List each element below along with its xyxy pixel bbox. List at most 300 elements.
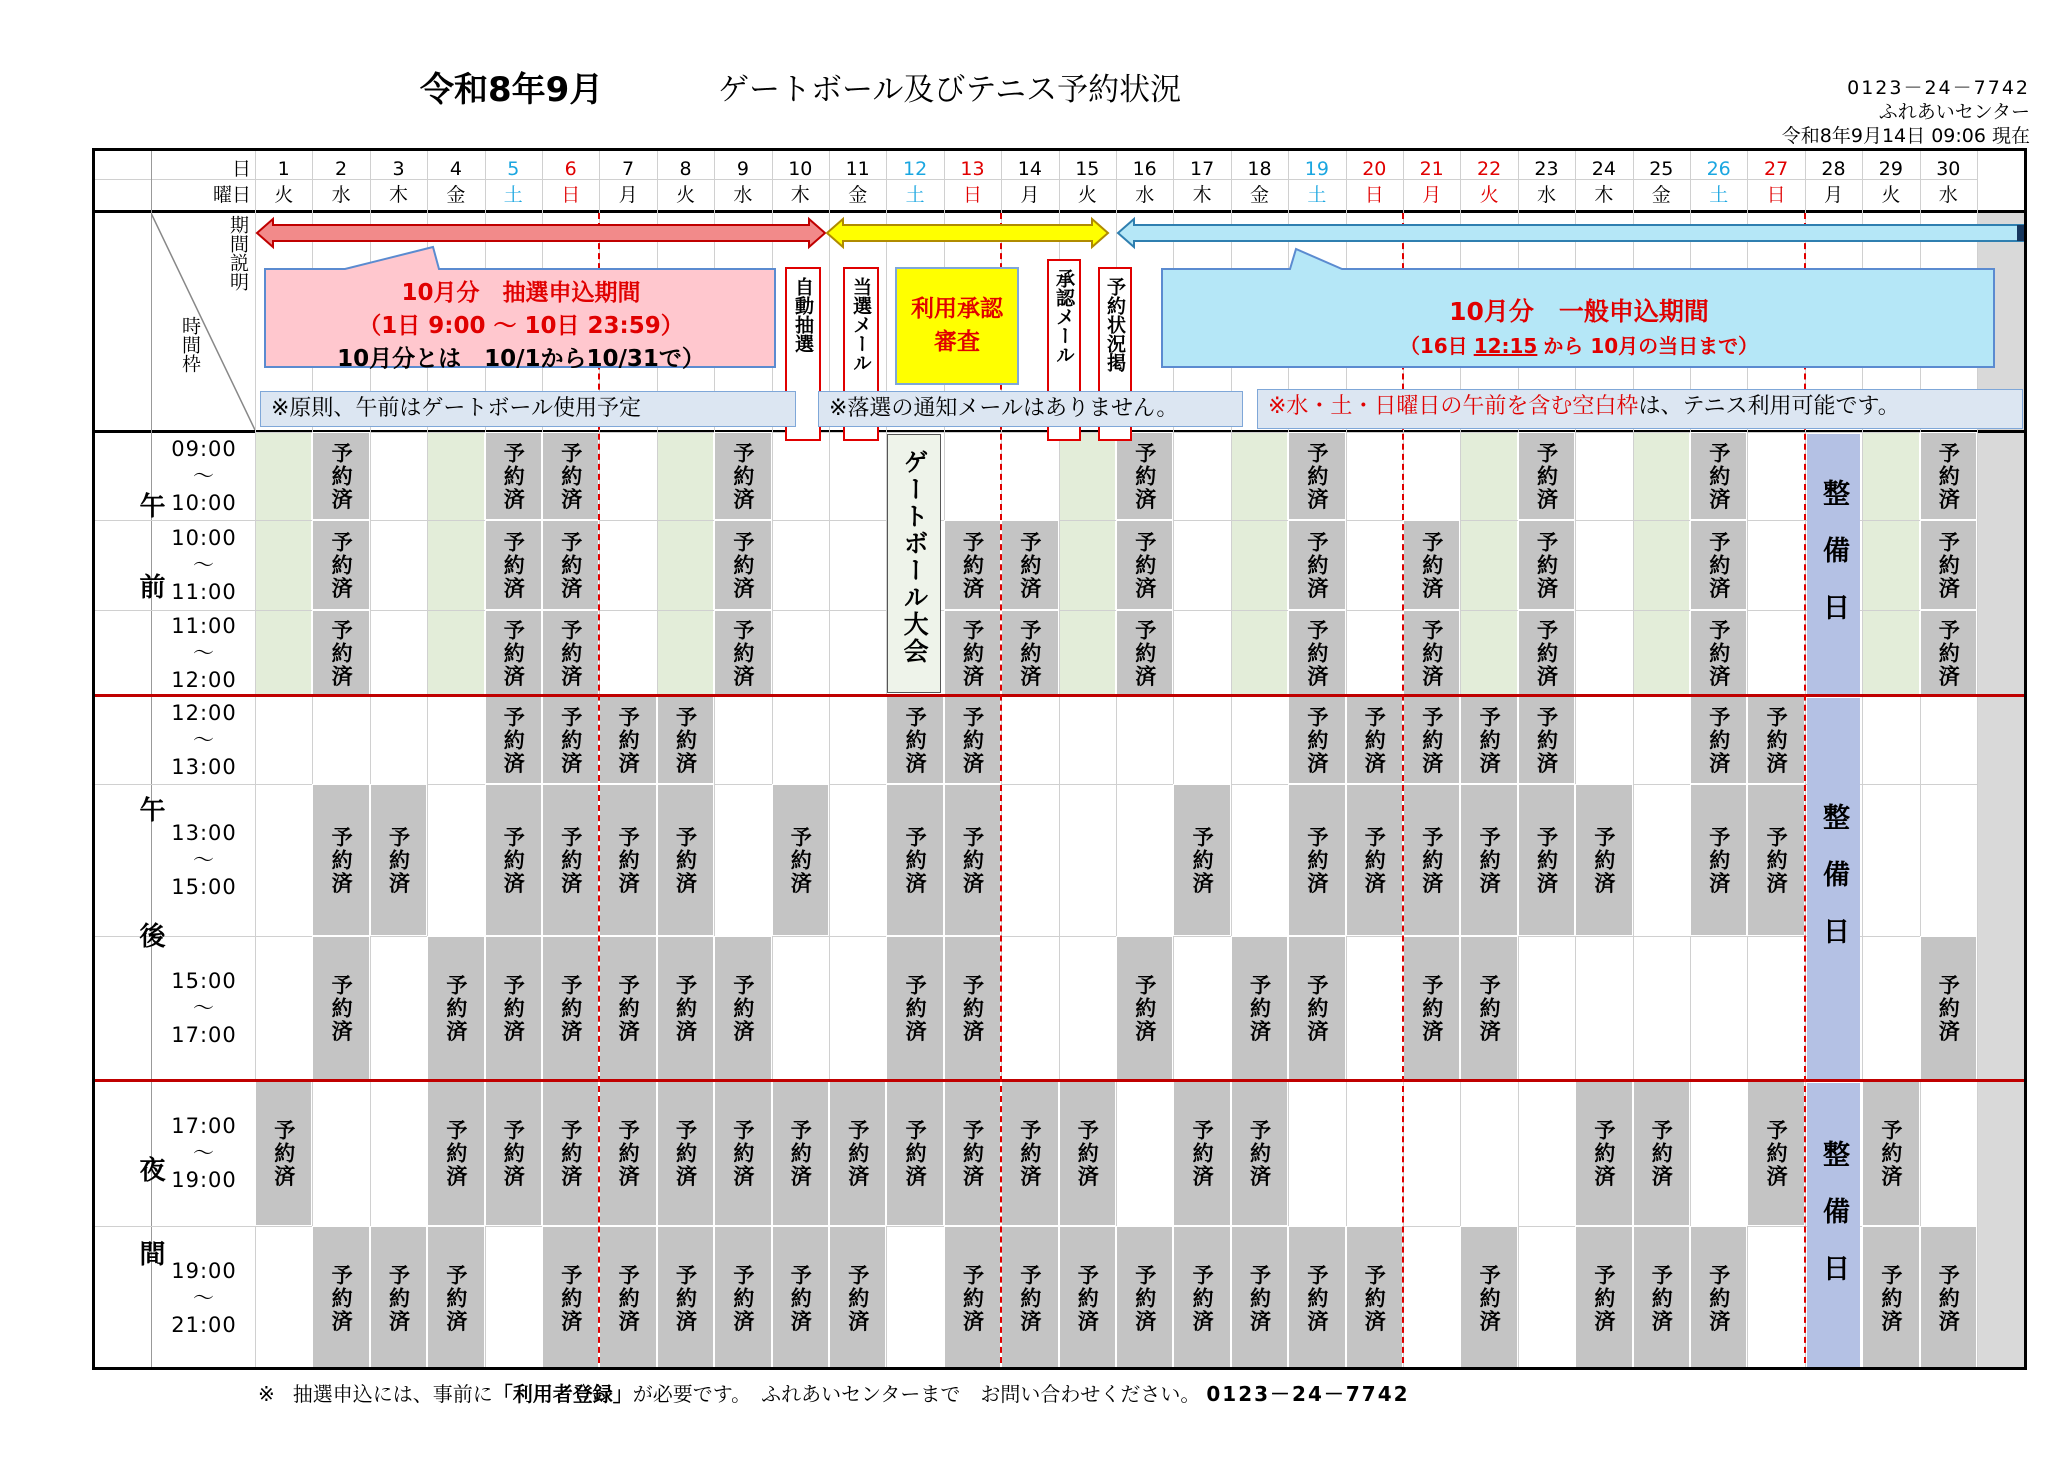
reserved-label: 予約済 <box>1534 530 1559 600</box>
reserved-cell <box>1862 1226 1919 1370</box>
reserved-label: 予約済 <box>1706 1263 1731 1333</box>
reserved-cell <box>599 696 656 784</box>
day-number: 22 <box>1476 158 1502 180</box>
day-number: 23 <box>1534 158 1559 180</box>
reserved-cell <box>542 696 599 784</box>
reserved-label: 予約済 <box>1534 825 1559 895</box>
reserved-cell <box>1690 696 1747 784</box>
reserved-label: 予約済 <box>1649 1119 1674 1188</box>
reserved-cell <box>599 936 656 1081</box>
reserved-cell <box>714 520 771 610</box>
reserved-label: 予約済 <box>1878 1119 1903 1188</box>
reserved-cell <box>657 1081 714 1226</box>
time-slot-from: 12:00 <box>171 700 237 725</box>
reserved-cell <box>1690 432 1747 520</box>
reserved-cell <box>1288 432 1345 520</box>
page-subtitle: ゲートボール及びテニス予約状況 <box>718 72 1182 108</box>
day-number: 3 <box>392 158 405 180</box>
reserved-label: 予約済 <box>329 530 354 600</box>
reserved-label: 予約済 <box>1304 1263 1329 1333</box>
reserved-label: 予約済 <box>1591 1263 1616 1333</box>
reservation-grid <box>92 148 2027 1370</box>
reserved-cell <box>312 936 369 1081</box>
reserved-label: 予約済 <box>1419 530 1444 600</box>
reserved-cell <box>1920 936 1977 1081</box>
reserved-label: 予約済 <box>1477 825 1502 895</box>
reserved-cell <box>542 520 599 610</box>
reserved-cell <box>1747 1081 1804 1226</box>
day-number: 30 <box>1936 158 1961 180</box>
reserved-label: 予約済 <box>616 825 641 895</box>
gateball-event <box>887 434 940 693</box>
time-slot-label <box>151 1113 257 1194</box>
pm-night-divider <box>95 1079 2027 1082</box>
reserved-label: 予約済 <box>501 618 526 688</box>
day-weekday: 土 <box>905 184 925 206</box>
reserved-cell <box>1862 1081 1919 1226</box>
reserved-label: 予約済 <box>1362 705 1387 775</box>
reserved-cell <box>772 1081 829 1226</box>
page-title: 令和8年9月 <box>420 70 604 110</box>
reserved-label: 予約済 <box>558 530 583 600</box>
reserved-label: 予約済 <box>673 1263 698 1333</box>
reserved-cell <box>1116 936 1173 1081</box>
reserved-label: 予約済 <box>1362 825 1387 895</box>
day-weekday: 月 <box>1823 184 1843 206</box>
am-tennis-cell <box>657 432 714 696</box>
reserved-cell <box>1575 1081 1632 1226</box>
reserved-cell <box>485 520 542 610</box>
reserved-cell <box>1116 432 1173 520</box>
reserved-cell <box>1288 1226 1345 1370</box>
reserved-label: 予約済 <box>788 1119 813 1188</box>
reserved-label: 予約済 <box>1477 705 1502 775</box>
day-weekday: 日 <box>962 184 982 206</box>
reserved-cell <box>485 784 542 936</box>
reserved-cell <box>1920 432 1977 520</box>
reserved-cell <box>542 610 599 696</box>
reserved-cell <box>485 1081 542 1226</box>
reserved-label: 予約済 <box>960 1119 985 1188</box>
updated-at: 令和8年9月14日 09:06 現在 <box>1781 125 2030 147</box>
maintenance-day <box>1807 1083 1860 1368</box>
general-text <box>1162 295 1996 363</box>
jikan-label: 時間枠 <box>179 316 201 373</box>
reserved-label: 予約済 <box>1534 705 1559 775</box>
reserved-label: 予約済 <box>1419 825 1444 895</box>
reserved-label: 予約済 <box>1247 974 1272 1043</box>
time-slot-from: 10:00 <box>171 525 237 550</box>
maintenance-label: 整備日 <box>1817 1140 1849 1311</box>
general-range-part: （16日 <box>1399 334 1468 358</box>
reserved-label: 予約済 <box>1132 618 1157 688</box>
general-range <box>1162 329 1996 363</box>
reserved-label: 予約済 <box>788 825 813 895</box>
day-number: 13 <box>960 158 985 180</box>
reserved-cell <box>542 432 599 520</box>
kikan-label: 期間説明 <box>227 215 249 291</box>
reserved-cell <box>542 1226 599 1370</box>
am-tennis-cell <box>1460 432 1517 696</box>
day-weekday: 水 <box>733 184 753 206</box>
reserved-cell <box>1747 696 1804 784</box>
time-slot-to: 12:00 <box>171 667 237 692</box>
reserved-cell <box>1173 1081 1230 1226</box>
reserved-cell <box>1288 784 1345 936</box>
general-range-part: から 10月の当日まで） <box>1543 334 1759 358</box>
reserved-label: 予約済 <box>1764 705 1789 775</box>
reserved-label: 予約済 <box>1419 618 1444 688</box>
reserved-label: 予約済 <box>960 705 985 775</box>
reserved-cell <box>1288 610 1345 696</box>
day-weekday: 火 <box>675 184 695 206</box>
reserved-cell <box>1059 1081 1116 1226</box>
reserved-label: 予約済 <box>1304 441 1329 511</box>
reserved-cell <box>1403 520 1460 610</box>
reserved-label: 予約済 <box>1534 618 1559 688</box>
reserved-cell <box>1575 784 1632 936</box>
reserved-cell <box>1403 784 1460 936</box>
reserved-label: 予約済 <box>1936 530 1961 600</box>
reserved-label: 予約済 <box>329 618 354 688</box>
reserved-cell <box>312 432 369 520</box>
reserved-label: 予約済 <box>1878 1263 1903 1333</box>
reserved-cell <box>1460 696 1517 784</box>
reserved-label: 予約済 <box>1936 974 1961 1043</box>
time-slot-label <box>151 968 257 1049</box>
footer-text-c: が必要です。 ふれあいセンターまで お問い合わせください。 <box>632 1382 1201 1406</box>
reserved-label: 予約済 <box>1706 618 1731 688</box>
reserved-cell <box>599 784 656 936</box>
reserved-cell <box>1920 610 1977 696</box>
reserved-label: 予約済 <box>443 1263 468 1333</box>
day-weekday: 日 <box>1766 184 1786 206</box>
reserved-label: 予約済 <box>558 974 583 1043</box>
reserved-label: 予約済 <box>1304 530 1329 600</box>
day-weekday: 月 <box>618 184 638 206</box>
footer-mark: ※ <box>258 1382 275 1406</box>
reserved-label: 予約済 <box>1706 705 1731 775</box>
reserved-label: 予約済 <box>1362 1263 1387 1333</box>
day-number: 6 <box>564 158 577 180</box>
time-slot-sep: ～ <box>193 640 215 665</box>
reserved-label: 予約済 <box>558 825 583 895</box>
reserved-cell <box>1575 1226 1632 1370</box>
reserved-label: 予約済 <box>386 1263 411 1333</box>
reserved-label: 予約済 <box>730 618 755 688</box>
reserved-label: 予約済 <box>1764 825 1789 895</box>
time-slot-label <box>151 525 257 606</box>
reserved-cell <box>485 610 542 696</box>
lottery-text <box>265 277 777 376</box>
lottery-period-arrow <box>257 219 825 247</box>
reserved-label: 予約済 <box>443 974 468 1043</box>
time-slot-label <box>151 436 257 517</box>
time-slot-sep: ～ <box>193 1141 215 1165</box>
reserved-cell <box>1747 784 1804 936</box>
reserved-label: 予約済 <box>558 1263 583 1333</box>
general-range-part: 12:15 <box>1473 334 1538 358</box>
day-number: 5 <box>507 158 520 180</box>
reserved-label: 予約済 <box>1534 441 1559 511</box>
week-divider <box>1402 213 1404 1370</box>
reserved-cell <box>1403 696 1460 784</box>
reserved-label: 予約済 <box>501 1119 526 1188</box>
reserved-label: 予約済 <box>616 1263 641 1333</box>
reserved-cell <box>1460 784 1517 936</box>
reserved-cell <box>1518 784 1575 936</box>
reserved-label: 予約済 <box>730 530 755 600</box>
reserved-label: 予約済 <box>1075 1263 1100 1333</box>
approval-mail-box-label: 承認メール <box>1053 269 1075 364</box>
time-slot-from: 15:00 <box>171 969 237 993</box>
footer-note <box>258 1378 1410 1407</box>
day-number: 10 <box>788 158 813 180</box>
reserved-label: 予約済 <box>960 530 985 600</box>
reserved-label: 予約済 <box>558 441 583 511</box>
reserved-cell <box>1633 1226 1690 1370</box>
reserved-cell <box>714 1226 771 1370</box>
time-slot-sep: ～ <box>193 552 215 577</box>
auto-lottery-box-label: 自動抽選 <box>792 277 814 353</box>
reserved-cell <box>944 936 1001 1081</box>
reserved-label: 予約済 <box>1936 1263 1961 1333</box>
day-number: 17 <box>1189 158 1215 180</box>
reserved-cell <box>1460 1226 1517 1370</box>
day-weekday: 月 <box>1020 184 1040 206</box>
reserved-cell <box>1346 1226 1403 1370</box>
am-pm-divider <box>95 694 2027 697</box>
reserved-label: 予約済 <box>1304 974 1329 1043</box>
reserved-cell <box>542 784 599 936</box>
time-slot-to: 11:00 <box>171 579 237 604</box>
maintenance-day <box>1807 434 1860 694</box>
reserved-label: 予約済 <box>1017 1263 1042 1333</box>
reserved-label: 予約済 <box>845 1119 870 1188</box>
reserved-cell <box>772 1226 829 1370</box>
time-slot-from: 11:00 <box>171 613 237 638</box>
am-tennis-cell <box>1862 432 1919 696</box>
period-pm: 午後 <box>135 796 165 1048</box>
day-number: 14 <box>1017 158 1042 180</box>
week-divider <box>598 213 600 1370</box>
reserved-label: 予約済 <box>903 1119 928 1188</box>
reserved-cell <box>1288 936 1345 1081</box>
time-slot-label <box>151 613 257 694</box>
reserved-cell <box>1690 520 1747 610</box>
reserved-label: 予約済 <box>730 974 755 1043</box>
reserved-label: 予約済 <box>329 1263 354 1333</box>
reserved-cell <box>1403 610 1460 696</box>
reserved-cell <box>1288 696 1345 784</box>
reserved-cell <box>772 784 829 936</box>
reserved-cell <box>1001 520 1058 610</box>
reserved-cell <box>1690 1226 1747 1370</box>
day-number: 18 <box>1247 158 1272 180</box>
day-number: 16 <box>1132 158 1157 180</box>
note-gateball: ※原則、午前はゲートボール使用予定 <box>260 391 796 427</box>
time-slot-sep: ～ <box>193 847 215 872</box>
reserved-label: 予約済 <box>443 1119 468 1188</box>
reserved-cell <box>886 936 943 1081</box>
day-number: 27 <box>1763 158 1789 180</box>
day-number: 2 <box>335 158 348 180</box>
reserved-cell <box>1920 520 1977 610</box>
reserved-cell <box>312 520 369 610</box>
am-tennis-cell <box>427 432 484 696</box>
reserved-label: 予約済 <box>903 825 928 895</box>
reserved-cell <box>657 936 714 1081</box>
reserved-label: 予約済 <box>673 1119 698 1188</box>
day-number: 15 <box>1075 158 1100 180</box>
reserved-label: 予約済 <box>1017 530 1042 600</box>
reserved-cell <box>485 696 542 784</box>
reserved-cell <box>1001 1081 1058 1226</box>
day-number: 8 <box>679 158 692 180</box>
day-weekday: 木 <box>1192 184 1212 206</box>
reserved-label: 予約済 <box>960 1263 985 1333</box>
approval-label: 利用承認審査 <box>911 296 1003 355</box>
day-row-label: 日 <box>231 158 251 180</box>
reserved-label: 予約済 <box>673 825 698 895</box>
footer-text-a: 抽選申込には、事前に <box>292 1382 493 1406</box>
time-slot-to: 15:00 <box>171 874 237 899</box>
period-am: 午前 <box>135 492 165 654</box>
reserved-label: 予約済 <box>271 1119 296 1188</box>
day-number: 20 <box>1362 158 1387 180</box>
reserved-cell <box>944 784 1001 936</box>
reserved-cell <box>312 784 369 936</box>
day-weekday: 土 <box>1307 184 1327 206</box>
approval-box <box>895 267 1019 385</box>
time-slot-to: 17:00 <box>171 1023 237 1047</box>
day-weekday: 水 <box>1536 184 1556 206</box>
reserved-cell <box>944 1081 1001 1226</box>
time-slot-sep: ～ <box>193 996 215 1020</box>
day-weekday: 木 <box>790 184 810 206</box>
week-divider <box>1000 213 1002 1370</box>
reserved-label: 予約済 <box>1132 530 1157 600</box>
maintenance-label: 整備日 <box>1817 803 1849 974</box>
day-weekday: 月 <box>1422 184 1442 206</box>
reserved-label: 予約済 <box>501 705 526 775</box>
reserved-cell <box>1518 696 1575 784</box>
reserved-cell <box>1518 432 1575 520</box>
header-line <box>95 179 1977 180</box>
reserved-label: 予約済 <box>1591 825 1616 895</box>
reserved-cell <box>370 784 427 936</box>
time-slot-label <box>151 700 257 781</box>
reserved-label: 予約済 <box>673 705 698 775</box>
review-period-arrow <box>827 219 1108 247</box>
day-number: 29 <box>1878 158 1903 180</box>
reserved-cell <box>657 696 714 784</box>
reserved-cell <box>714 432 771 520</box>
reserved-label: 予約済 <box>1591 1119 1616 1188</box>
am-tennis-cell <box>1059 432 1116 696</box>
time-slot-to: 21:00 <box>171 1312 237 1337</box>
reserved-label: 予約済 <box>1190 1263 1215 1333</box>
reserved-cell <box>1690 610 1747 696</box>
reserved-cell <box>1690 784 1747 936</box>
day-number: 11 <box>845 158 870 180</box>
reserved-label: 予約済 <box>501 974 526 1043</box>
time-slot-from: 17:00 <box>171 1114 237 1138</box>
reserved-label: 予約済 <box>1936 441 1961 511</box>
contact-info <box>1782 76 2030 148</box>
reserved-label: 予約済 <box>616 705 641 775</box>
reserved-cell <box>312 610 369 696</box>
reserved-cell <box>427 1226 484 1370</box>
reserved-cell <box>944 610 1001 696</box>
reserved-label: 予約済 <box>1247 1263 1272 1333</box>
day-weekday: 土 <box>1709 184 1729 206</box>
day-weekday: 火 <box>1479 184 1499 206</box>
reserved-cell <box>944 520 1001 610</box>
center-name: ふれあいセンター <box>1878 101 2030 123</box>
day-weekday: 水 <box>1135 184 1155 206</box>
time-slot-sep: ～ <box>193 463 215 488</box>
note-tennis <box>1257 389 2023 429</box>
day-number: 4 <box>449 158 462 180</box>
reserved-cell <box>944 696 1001 784</box>
reserved-label: 予約済 <box>501 530 526 600</box>
reserved-cell <box>427 936 484 1081</box>
reserved-label: 予約済 <box>960 618 985 688</box>
reserved-cell <box>1173 1226 1230 1370</box>
day-weekday: 木 <box>1594 184 1614 206</box>
day-weekday: 水 <box>1938 184 1958 206</box>
reserved-cell <box>1116 1226 1173 1370</box>
reserved-label: 予約済 <box>1649 1263 1674 1333</box>
gateball-event-label: ゲートボール大会 <box>900 449 930 665</box>
time-slot-from: 19:00 <box>171 1258 237 1283</box>
reserved-cell <box>1116 520 1173 610</box>
reserved-label: 予約済 <box>616 1119 641 1188</box>
reserved-label: 予約済 <box>1706 825 1731 895</box>
reserved-label: 予約済 <box>788 1263 813 1333</box>
day-weekday: 日 <box>561 184 581 206</box>
reserved-label: 予約済 <box>1706 530 1731 600</box>
reserved-cell <box>886 696 943 784</box>
reserved-cell <box>1231 936 1288 1081</box>
reserved-cell <box>657 784 714 936</box>
maintenance-day <box>1807 698 1860 1079</box>
maintenance-label: 整備日 <box>1817 478 1849 650</box>
reserved-label: 予約済 <box>1132 441 1157 511</box>
day-weekday: 水 <box>331 184 351 206</box>
day-weekday: 金 <box>848 184 868 206</box>
day-weekday: 金 <box>1651 184 1671 206</box>
lottery-note: 10月分とは 10/1から10/31で） <box>337 346 705 372</box>
reserved-label: 予約済 <box>1477 1263 1502 1333</box>
week-divider <box>1804 213 1806 1370</box>
reserved-label: 予約済 <box>1075 1119 1100 1188</box>
day-number: 25 <box>1649 158 1674 180</box>
time-slot-from: 13:00 <box>171 820 237 845</box>
reserved-cell <box>1346 784 1403 936</box>
day-number: 19 <box>1304 158 1329 180</box>
reserved-label: 予約済 <box>558 705 583 775</box>
reserved-cell <box>542 936 599 1081</box>
day-weekday: 火 <box>1077 184 1097 206</box>
lottery-range: （1日 9:00 ～ 10日 23:59） <box>358 313 684 339</box>
reserved-cell <box>542 1081 599 1226</box>
reserved-label: 予約済 <box>501 825 526 895</box>
reserved-cell <box>1231 1081 1288 1226</box>
day-number: 28 <box>1821 158 1846 180</box>
reserved-cell <box>1116 610 1173 696</box>
